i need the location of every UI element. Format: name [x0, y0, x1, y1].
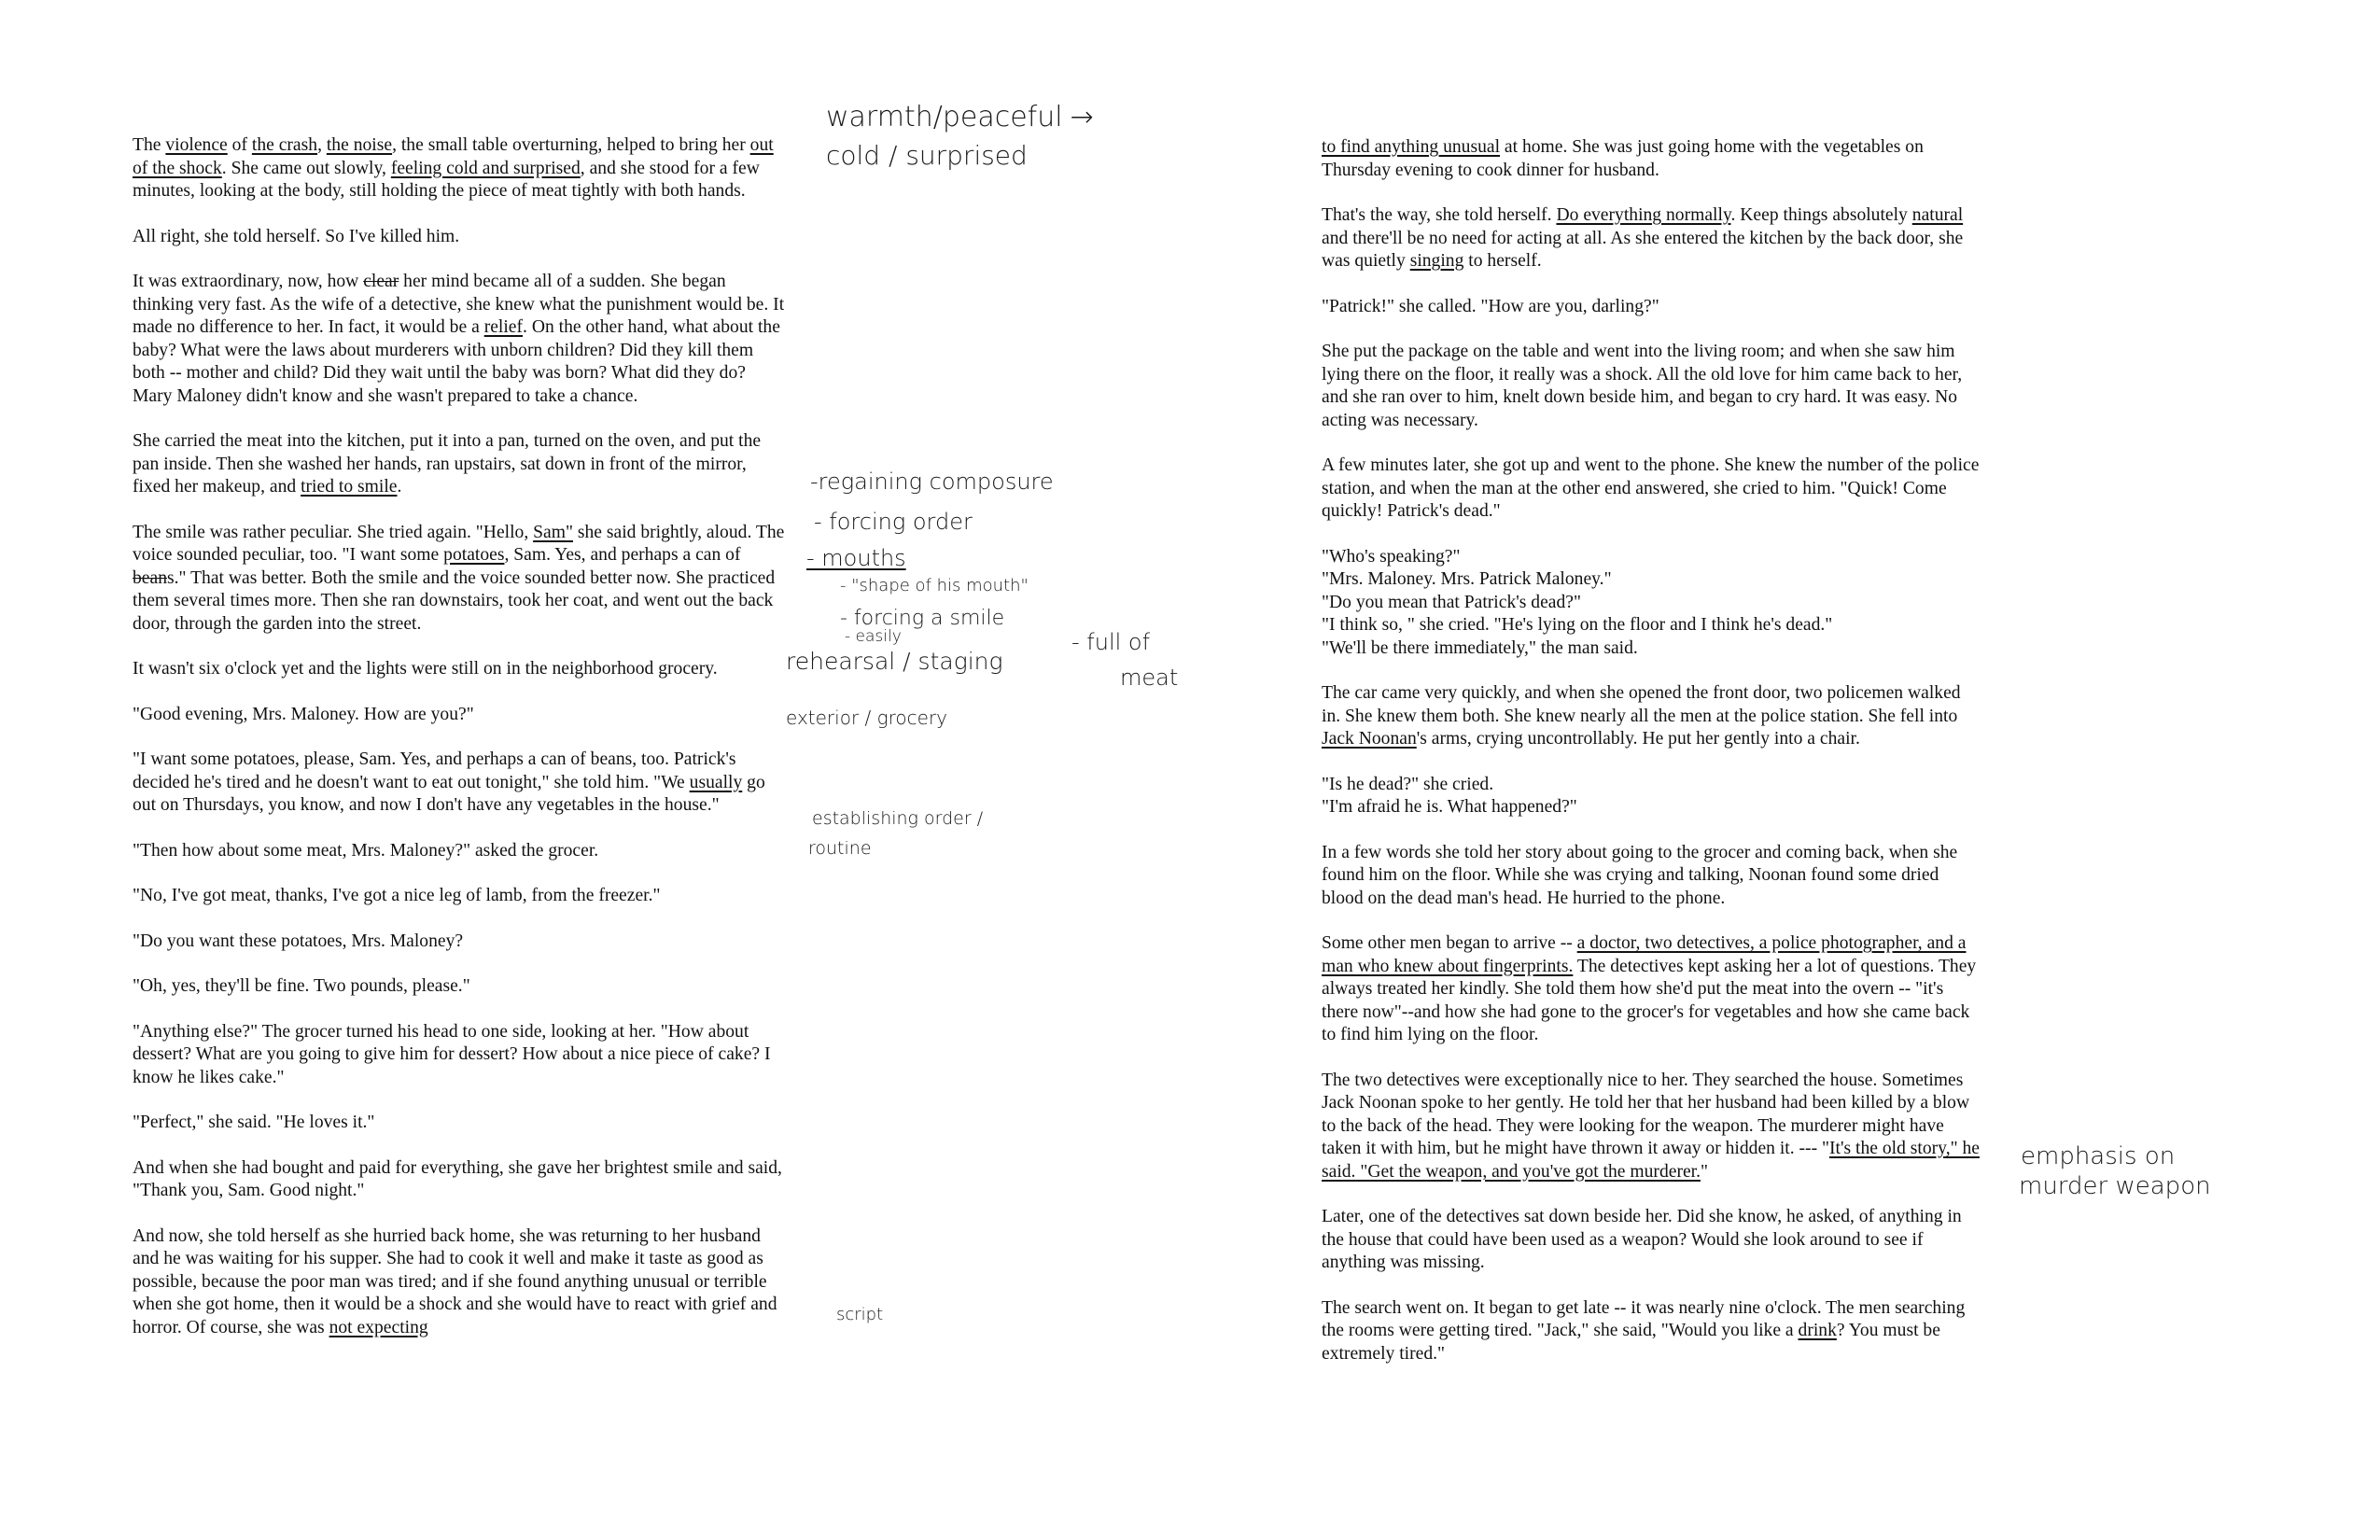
paragraph: A few minutes later, she got up and went to the phone. She knew the number of the police station, and when the man at the other end answered, she cried to him. "Quick! Come quickly! Patrick's dead." — [1322, 455, 1980, 521]
right-text-column — [1322, 136, 1980, 1388]
annotation-mouths: - mouths — [806, 545, 906, 571]
annotation-shape-of-mouth: - "shape of his mouth" — [840, 576, 1029, 595]
paragraph: The two detectives were exceptionally nice to her. They searched the house. Sometimes Jack Noonan spoke to her gently. He told her that her husband had been killed by a blow to the back of the head. They were looking for the weapon. The murderer might have taken it with him, but he might have thrown it away or hidden it. --- "It's the old story," he said. "Get the weapon, and you've got the murderer." — [1322, 1070, 1980, 1182]
paragraph: And now, she told herself as she hurried back home, she was returning to her husband and he was waiting for his supper. She had to cook it well and make it taste as good as possible, because the poor man was tired; and if she found anything unusual or terrible when she got home, then it would be a shock and she would have to react with grief and horror. Of course, she was not expecting — [133, 1225, 777, 1337]
annotation-warmth: warmth/peaceful → — [826, 101, 1094, 133]
annotation-cold: cold / surprised — [826, 140, 1028, 171]
right-page — [1190, 0, 2380, 1540]
paragraph: "Good evening, Mrs. Maloney. How are you?" — [133, 704, 474, 724]
dialogue-line: "Who's speaking?" — [1322, 546, 1461, 567]
paragraph: "Patrick!" she called. "How are you, darling?" — [1322, 296, 1659, 316]
dialogue-line: "We'll be there immediately," the man said. — [1322, 637, 1638, 658]
paragraph: It wasn't six o'clock yet and the lights were still on in the neighborhood grocery. — [133, 659, 718, 679]
annotation-establishing-order: establishing order / — [812, 808, 984, 829]
dialogue-line: "Is he dead?" she cried. — [1322, 774, 1494, 794]
paragraph: She carried the meat into the kitchen, put it into a pan, turned on the oven, and put the pan inside. Then she washed her hands, ran upstairs, sat down in front of the mirror, fixed her makeup, and tried to smile. — [133, 431, 762, 497]
dialogue-line: "I'm afraid he is. What happened?" — [1322, 797, 1577, 817]
paragraph: "Do you want these potatoes, Mrs. Maloney? — [133, 931, 464, 951]
paragraph: "No, I've got meat, thanks, I've got a nice leg of lamb, from the freezer." — [133, 886, 661, 905]
paragraph: "Oh, yes, they'll be fine. Two pounds, please." — [133, 976, 470, 996]
dialogue-line: "Mrs. Maloney. Mrs. Patrick Maloney." — [1322, 569, 1612, 589]
paragraph: The search went on. It began to get late -- it was nearly nine o'clock. The men searching the rooms were getting tired. "Jack," she said, "Would you like a drink? You must be extremely tired." — [1322, 1297, 1966, 1364]
paragraph: That's the way, she told herself. Do everything normally. Keep things absolutely natural and there'll be no need for acting at all. As she entered the kitchen by the back door, she was quietly singing to herself. — [1322, 205, 1964, 271]
annotation-meat: meat — [1120, 665, 1179, 691]
annotation-rehearsal: rehearsal / staging — [786, 648, 1003, 675]
left-text-column — [133, 134, 786, 1362]
paragraph: "I want some potatoes, please, Sam. Yes, and perhaps a can of beans, too. Patrick's decided he's tired and he doesn't want to eat out tonight," she told him. "We usually go out on Thursdays, you know, and now I don't have any vegetables in the house." — [133, 749, 765, 815]
annotation-exterior: exterior / grocery — [786, 707, 948, 729]
annotation-full-of: - full of — [1071, 629, 1151, 655]
paragraph: Some other men began to arrive -- a doctor, two detectives, a police photographer, and a man who knew about fingerprints. The detectives kept asking her a lot of questions. They always treated her kindly. She told them how she'd put the meat into the overn -- "it's there now"--and how she had gone to the grocer's for vegetables and how she came back to find him lying on the floor. — [1322, 933, 1977, 1044]
paragraph: And when she had bought and paid for everything, she gave her brightest smile and said, "Thank you, Sam. Good night." — [133, 1157, 782, 1200]
annotation-routine: routine — [808, 838, 872, 859]
paragraph: "Perfect," she said. "He loves it." — [133, 1113, 375, 1132]
paragraph: The smile was rather peculiar. She tried again. "Hello, Sam" she said brightly, aloud. The voice sounded peculiar, too. "I want some potatoes, Sam. Yes, and perhaps a can of beans." That was better. Both the smile and the voice sounded better now. She practiced them several times more. Then she ran downstairs, took her coat, and went out the back door, through the garden into the street. — [133, 522, 785, 634]
annotation-easily: - easily — [845, 627, 902, 646]
paragraph: In a few words she told her story about going to the grocer and coming back, when she found him on the floor. While she was crying and talking, Noonan found some dried blood on the dead man's head. He hurried to the phone. — [1322, 842, 1958, 908]
paragraph: All right, she told herself. So I've killed him. — [133, 226, 460, 246]
annotation-composure: -regaining composure — [810, 469, 1054, 495]
annotation-forcing-smile: - forcing a smile — [840, 607, 1005, 630]
paragraph: She put the package on the table and went into the living room; and when she saw him lying there on the floor, it really was a shock. All the old love for him came back to her, and she ran over to him, knelt down beside him, and began to cry hard. It was easy. No acting was necessary. — [1322, 342, 1963, 430]
annotation-murder-weapon: murder weapon — [2019, 1172, 2211, 1200]
paragraph: The car came very quickly, and when she opened the front door, two policemen walked in. She knew them both. She knew nearly all the men at the police station. She fell into Jack Noonan's arms, crying uncontrollably. He put her gently into a chair. — [1322, 683, 1961, 749]
paragraph: Later, one of the detectives sat down beside her. Did she know, he asked, of anything in the house that could have been used as a weapon? Would she look around to see if anything was missing. — [1322, 1207, 1962, 1272]
annotation-script: script — [836, 1305, 884, 1324]
dialogue-line: "I think so, " she cried. "He's lying on the floor and I think he's dead." — [1322, 615, 1833, 635]
dialogue-line: "Do you mean that Patrick's dead?" — [1322, 592, 1581, 612]
paragraph: "Then how about some meat, Mrs. Maloney?" asked the grocer. — [133, 840, 599, 861]
paragraph: The violence of the crash, the noise, the small table overturning, helped to bring her out of the shock. She came out slowly, feeling cold and surprised, and she stood for a few minutes, looking at the body, still holding the piece of meat tightly with both hands. — [133, 135, 774, 201]
annotation-emphasis: emphasis on — [2021, 1142, 2176, 1170]
paragraph: It was extraordinary, now, how clear her mind became all of a sudden. She began thinking very fast. As the wife of a detective, she knew what the punishment would be. It made no difference to her. In fact, it would be a relief. On the other hand, what about the baby? What were the laws about murderers with unborn children? Did they kill them both -- mother and child? Did they wait until the baby was born? What did they do? Mary Maloney didn't know and she wasn't prepared to take a chance. — [133, 272, 785, 406]
paragraph: to find anything unusual at home. She was just going home with the vegetables on Thursday evening to cook dinner for husband. — [1322, 137, 1924, 180]
paragraph: "Anything else?" The grocer turned his head to one side, looking at her. "How about dessert? What are you going to give him for dessert? How about a nice piece of cake? I know he likes cake." — [133, 1021, 771, 1087]
annotation-forcing-order: - forcing order — [814, 509, 973, 535]
